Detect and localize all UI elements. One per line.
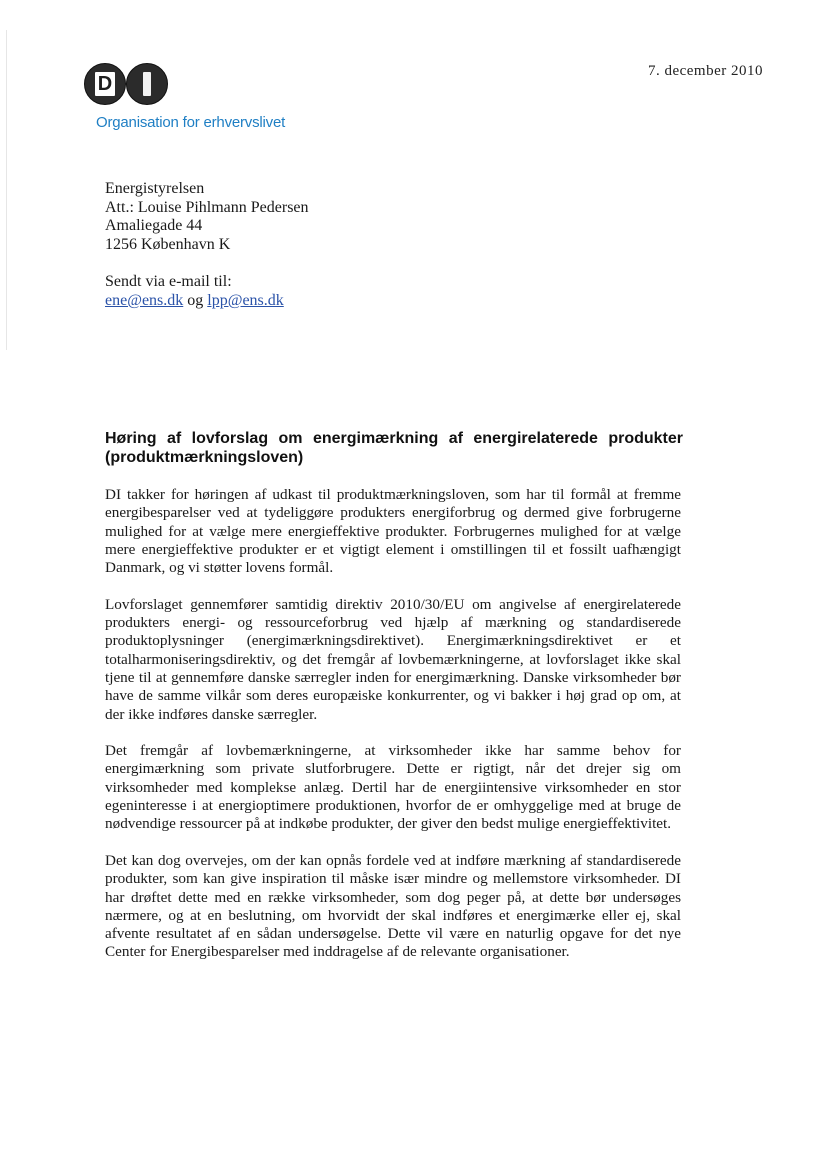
logo-circle-i (126, 63, 168, 105)
recipient-line: Energistyrelsen (105, 180, 205, 197)
page-edge-line (6, 30, 7, 350)
sent-via-label: Sendt via e-mail til: (105, 273, 232, 290)
logo-letter-i (143, 72, 151, 96)
email-link-lpp[interactable]: lpp@ens.dk (207, 291, 284, 309)
sent-via-block (105, 273, 284, 310)
logo-circle-d (84, 63, 126, 105)
email-line (105, 292, 284, 311)
email-connector: og (183, 291, 208, 309)
letter-body (105, 486, 681, 980)
email-link-ene[interactable]: ene@ens.dk (105, 291, 184, 309)
recipient-address (105, 180, 309, 254)
letter-heading: Høring af lovforslag om energimærkning af energirelaterede produkter (produktmærkningsloven) (105, 430, 683, 466)
di-logo (84, 63, 174, 105)
letter-date: 7. december 2010 (647, 63, 763, 79)
body-paragraph: DI takker for høringen af udkast til produktmærkningsloven, som har til formål at fremme energibesparelser ved at tydeliggøre produkters energiforbrug og dermed give forbrugerne mulighed for at vælge mere energieffektive produkter. Forbrugernes mulighed for at vælge mere energieffektive produkter er et vigtigt element i omstillingen til et fossilt uafhængigt Danmark, og vi støtter lovens formål. (105, 486, 681, 577)
logo-letter-d: D (95, 72, 115, 96)
body-paragraph: Det fremgår af lovbemærkningerne, at virksomheder ikke har samme behov for energimærkning som private slutforbrugere. Dette er rigtigt, når det drejer sig om virksomheder med komplekse anlæg. Dertil har de energiintensive virksomheder en stor egeninteresse i at energioptimere produktionen, hvorfor de er omhyggelige med at bruge de nødvendige ressourcer på at indkøbe produkter, der giver den bedst mulige energieffektivitet. (105, 742, 681, 833)
recipient-line: 1256 København K (105, 235, 231, 253)
organisation-tagline: Organisation for erhvervslivet (96, 114, 286, 131)
recipient-line: Att.: Louise Pihlmann Pedersen (105, 198, 309, 216)
body-paragraph: Det kan dog overvejes, om der kan opnås fordele ved at indføre mærkning af standardiserede produkter, som kan give inspiration til måske især mindre og mellemstore virksomheder. DI har drøftet dette med en række virksomheder, som dog peger på, at dette bør undersøges nærmere, og at en beslutning, om hvorvidt der skal indføres et energimærke eller ej, skal afvente resultatet af en sådan undersøgelse. Dette vil være en naturlig opgave for det nye Center for Energibesparelser med inddragelse af de relevante organisationer. (105, 851, 681, 961)
recipient-line: Amaliegade 44 (105, 217, 203, 235)
body-paragraph: Lovforslaget gennemfører samtidig direktiv 2010/30/EU om angivelse af energirelaterede produkters energi- og ressourceforbrug ved hjælp af mærkning og standardiserede produktoplysninger (energimærkningsdirektivet). Energimærkningsdirektivet er et totalharmoniseringsdirektiv, og det fremgår af lovbemærkningerne, at lovforslaget ikke skal tjene til at gennemføre danske særregler inden for energimærkning. Danske virksomheder bør have de samme vilkår som deres europæiske konkurrenter, og vi bakker i høj grad op om, at der ikke indføres danske særregler. (105, 595, 681, 723)
